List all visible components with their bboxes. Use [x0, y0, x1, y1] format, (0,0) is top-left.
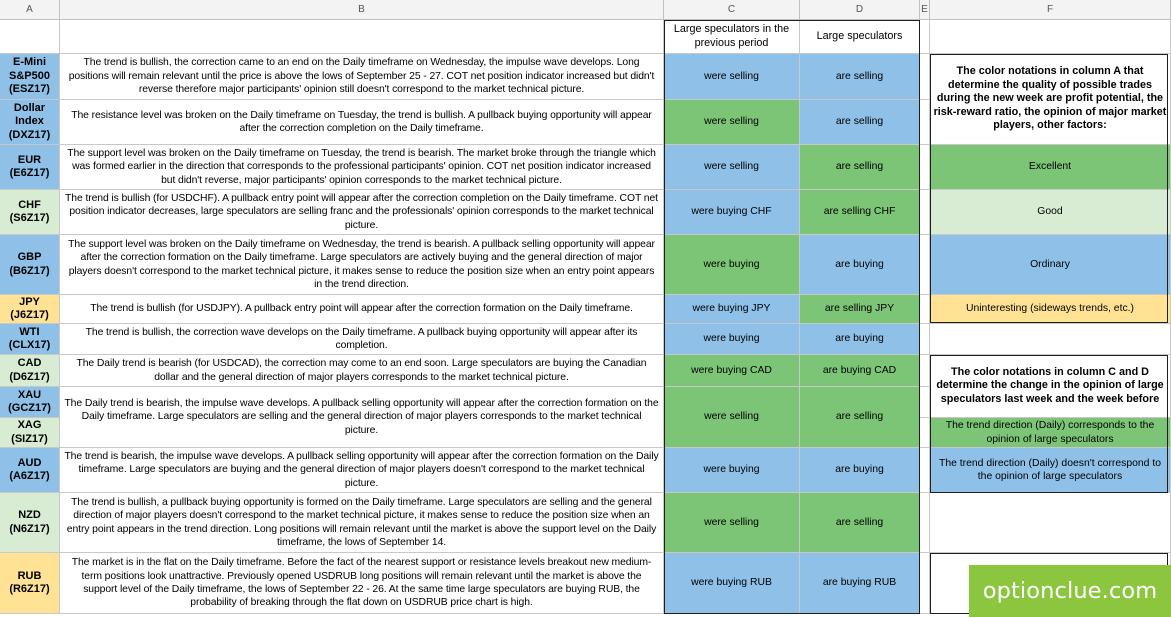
empty-cell-e[interactable] [920, 100, 930, 145]
empty-cell-e[interactable] [920, 190, 930, 235]
previous-opinion-cell[interactable]: were selling [664, 100, 800, 145]
ticker-cell[interactable]: Dollar Index (DXZ17) [0, 100, 60, 145]
column-header-f[interactable]: F [930, 0, 1171, 20]
legend-quality-item[interactable]: Uninteresting (sideways trends, etc.) [930, 295, 1171, 324]
watermark: optionclue.com [969, 565, 1171, 617]
header-large-speculators[interactable]: Large speculators [800, 20, 920, 54]
header-previous-period[interactable]: Large speculators in the previous period [664, 20, 800, 54]
current-opinion-cell[interactable]: are selling [800, 54, 920, 100]
empty-cell-e[interactable] [920, 295, 930, 324]
column-header-e[interactable]: E [920, 0, 930, 20]
empty-cell-e[interactable] [920, 54, 930, 100]
previous-opinion-cell[interactable]: were buying CHF [664, 190, 800, 235]
empty-cell-e[interactable] [920, 448, 930, 493]
header-cell-e[interactable] [920, 20, 930, 54]
header-cell-b[interactable] [60, 20, 664, 54]
empty-cell-e[interactable] [920, 493, 930, 553]
current-opinion-cell[interactable]: are buying RUB [800, 553, 920, 614]
previous-opinion-cell[interactable]: were buying [664, 448, 800, 493]
current-opinion-cell[interactable]: are buying [800, 448, 920, 493]
column-header-c[interactable]: C [664, 0, 800, 20]
ticker-cell[interactable]: AUD (A6Z17) [0, 448, 60, 493]
column-header-d[interactable]: D [800, 0, 920, 20]
legend-change-item[interactable]: The trend direction (Daily) doesn't correspond to the opinion of large speculators [930, 448, 1171, 493]
current-opinion-cell[interactable]: are selling [800, 100, 920, 145]
ticker-cell[interactable]: XAG (SIZ17) [0, 418, 60, 448]
header-cell-f[interactable] [930, 20, 1171, 54]
empty-cell-e[interactable] [920, 235, 930, 295]
previous-opinion-cell[interactable]: were buying CAD [664, 355, 800, 387]
empty-cell-e[interactable] [920, 387, 930, 418]
ticker-cell[interactable]: WTI (CLX17) [0, 324, 60, 355]
ticker-cell[interactable]: JPY (J6Z17) [0, 295, 60, 324]
current-opinion-cell[interactable]: are buying CAD [800, 355, 920, 387]
previous-opinion-cell[interactable]: were selling [664, 145, 800, 190]
description-cell[interactable]: The trend is bullish, the correction came to an end on the Daily timeframe on Wednesday, the impulse wave develops. Long positions will remain relevant until the price is above the lows of September 25 - 27. COT net position indicator increased but didn't reverse therefore major participants' opinion still doesn't correspond to the market technical picture. [60, 54, 664, 100]
legend-change-item[interactable]: The trend direction (Daily) corresponds to the opinion of large speculators [930, 418, 1171, 448]
previous-opinion-cell[interactable]: were selling [664, 493, 800, 553]
current-opinion-cell[interactable]: are selling [800, 387, 920, 448]
empty-cell-e[interactable] [920, 324, 930, 355]
ticker-cell[interactable]: CAD (D6Z17) [0, 355, 60, 387]
empty-cell-e[interactable] [920, 418, 930, 448]
empty-cell-f[interactable] [930, 493, 1171, 553]
header-cell-a[interactable] [0, 20, 60, 54]
current-opinion-cell[interactable]: are selling JPY [800, 295, 920, 324]
empty-cell-f[interactable] [930, 324, 1171, 355]
description-cell[interactable]: The resistance level was broken on the Daily timeframe on Tuesday, the trend is bullish. A pullback buying opportunity will appear after the correction completion on the Daily timeframe. [60, 100, 664, 145]
current-opinion-cell[interactable]: are selling [800, 145, 920, 190]
ticker-cell[interactable]: GBP (B6Z17) [0, 235, 60, 295]
ticker-cell[interactable]: EUR (E6Z17) [0, 145, 60, 190]
description-cell[interactable]: The trend is bullish (for USDCHF). A pullback entry point will appear after the correction completion on the Daily timeframe. COT net position indicator decreases, large speculators are selling franc and the professionals' opinion corresponds to the market technical picture. [60, 190, 664, 235]
current-opinion-cell[interactable]: are buying [800, 235, 920, 295]
previous-opinion-cell[interactable]: were buying [664, 324, 800, 355]
previous-opinion-cell[interactable]: were selling [664, 54, 800, 100]
column-header-b[interactable]: B [60, 0, 664, 20]
legend-quality-item[interactable]: Ordinary [930, 235, 1171, 295]
previous-opinion-cell[interactable]: were selling [664, 387, 800, 448]
description-cell[interactable]: The trend is bearish, the impulse wave develops. A pullback selling opportunity will appear after the correction formation on the Daily timeframe. Large speculators are buying and the general direction of major players doesn't correspond to the market technical picture. [60, 448, 664, 493]
ticker-cell[interactable]: E-Mini S&P500 (ESZ17) [0, 54, 60, 100]
empty-cell-e[interactable] [920, 355, 930, 387]
ticker-cell[interactable]: CHF (S6Z17) [0, 190, 60, 235]
legend-change-title[interactable]: The color notations in column C and D determine the change in the opinion of large speculators last week and the week before [930, 355, 1171, 418]
description-cell[interactable]: The market is in the flat on the Daily timeframe. Before the fact of the nearest support or resistance levels breakout new medium-term positions look unattractive. Previously opened USDRUB long positions will remain relevant until the market is above the support level of the Daily timeframe, the lows of September 22 - 26. At the same time large speculators are buying RUB, the probability of breaking through the flat down on USDRUB price chart is high. [60, 553, 664, 614]
column-header-a[interactable]: A [0, 0, 60, 20]
empty-cell-e[interactable] [920, 553, 930, 614]
legend-quality-title[interactable]: The color notations in column A that determine the quality of possible trades during the new week are profit potential, the risk-reward ratio, the opinion of major market players, other factors: [930, 54, 1171, 145]
current-opinion-cell[interactable]: are selling [800, 493, 920, 553]
previous-opinion-cell[interactable]: were buying JPY [664, 295, 800, 324]
description-cell[interactable]: The support level was broken on the Daily timeframe on Tuesday, the trend is bearish. The market broke through the triangle which was formed earlier in the direction that corresponds to the professional participants' opinion. COT net position indicator increased but didn't reverse, major participants' opinion corresponds to the market technical picture. [60, 145, 664, 190]
legend-quality-item[interactable]: Excellent [930, 145, 1171, 190]
description-cell[interactable]: The trend is bullish, a pullback buying opportunity is formed on the Daily timeframe. Large speculators are selling and the general direction of major players doesn't correspond to the market technical picture, it makes sense to reduce the position size when an entry point appears in the trend direction. Long positions will remain relevant until the market is above the support level on the Daily timeframe, the lows of September 14. [60, 493, 664, 553]
ticker-cell[interactable]: RUB (R6Z17) [0, 553, 60, 614]
current-opinion-cell[interactable]: are buying [800, 324, 920, 355]
empty-cell-e[interactable] [920, 145, 930, 190]
previous-opinion-cell[interactable]: were buying [664, 235, 800, 295]
description-cell[interactable]: The support level was broken on the Daily timeframe on Wednesday, the trend is bearish. A pullback selling opportunity will appear after the correction formation on the Daily timeframe. Large speculators are actively buying and the general direction of major players doesn't correspond to the market technical picture, it makes sense to reduce the position size when an entry point appears in the trend direction. [60, 235, 664, 295]
description-cell[interactable]: The Daily trend is bearish (for USDCAD), the correction may come to an end soon. Large speculators are buying the Canadian dollar and the general direction of major players corresponds to the market technical picture. [60, 355, 664, 387]
ticker-cell[interactable]: NZD (N6Z17) [0, 493, 60, 553]
description-cell[interactable]: The trend is bullish (for USDJPY). A pullback entry point will appear after the correction formation on the Daily timeframe. [60, 295, 664, 324]
description-cell[interactable]: The trend is bullish, the correction wave develops on the Daily timeframe. A pullback buying opportunity will appear after its completion. [60, 324, 664, 355]
ticker-cell[interactable]: XAU (GCZ17) [0, 387, 60, 418]
legend-quality-item[interactable]: Good [930, 190, 1171, 235]
description-cell[interactable]: The Daily trend is bearish, the impulse wave develops. A pullback selling opportunity will appear after the correction formation on the Daily timeframe. Large speculators are selling and the general direction of major players corresponds to the market technical picture. [60, 387, 664, 448]
previous-opinion-cell[interactable]: were buying RUB [664, 553, 800, 614]
current-opinion-cell[interactable]: are selling CHF [800, 190, 920, 235]
